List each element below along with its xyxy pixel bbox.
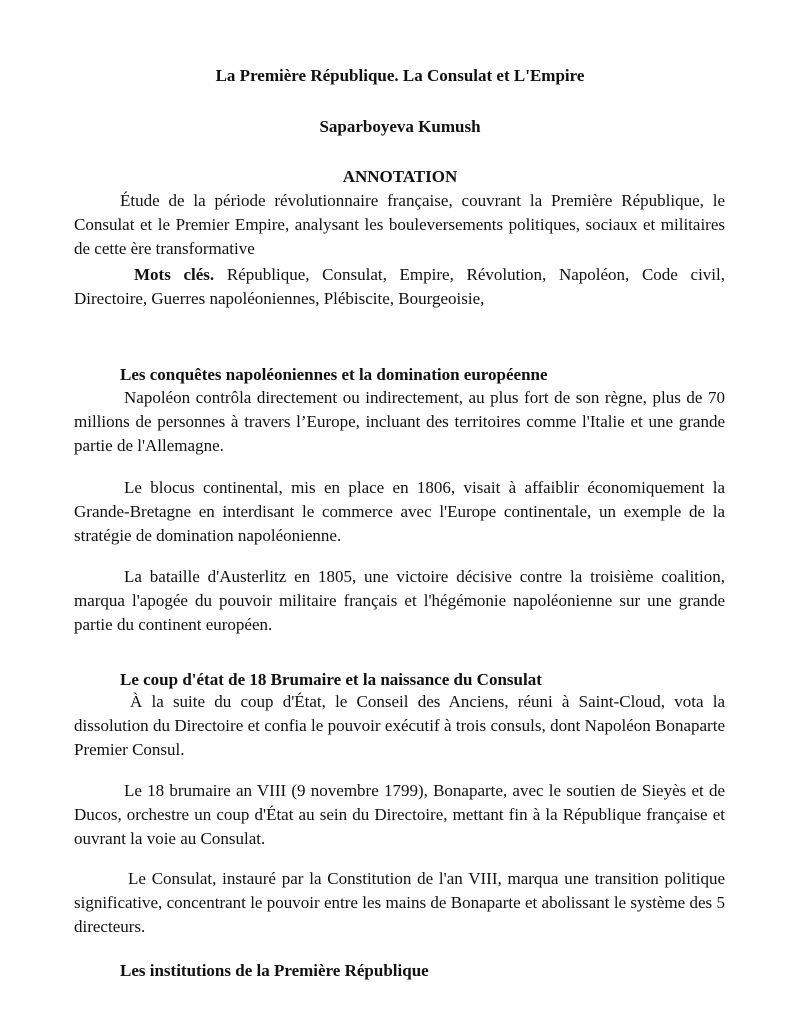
author-name: Saparboyeva Kumush	[319, 117, 481, 136]
annotation-paragraph: Étude de la période révolutionnaire française, couvrant la Première République, le Consulat et le Premier Empire, analysant les bouleversements politiques, sociaux et militaires de cette ère transformative	[74, 191, 725, 258]
section-paragraph: À la suite du coup d'État, le Conseil des Anciens, réuni à Saint-Cloud, vota la dissolution du Directoire et confia le pouvoir exécutif à trois consuls, dont Napoléon Bonaparte Premier Consul.	[74, 692, 725, 759]
document-title: La Première République. La Consulat et L'Empire	[215, 66, 585, 85]
section-paragraph: Le Consulat, instauré par la Constitution de l'an VIII, marqua une transition politique significative, concentrant le pouvoir entre les mains de Bonaparte et abolissant le système des 5 directeurs.	[74, 869, 725, 936]
section-heading: Les institutions de la Première République	[120, 961, 429, 980]
keywords-label: Mots clés.	[134, 265, 215, 284]
keywords-list: République, Consulat, Empire, Révolution, Napoléon, Code civil, Directoire, Guerres napoléoniennes, Plébiscite, Bourgeoisie,	[74, 265, 725, 308]
section-paragraph: Napoléon contrôla directement ou indirectement, au plus fort de son règne, plus de 70 millions de personnes à travers l’Europe, incluant des territoires comme l'Italie et une grande partie de l'Allemagne.	[74, 388, 725, 455]
annotation-heading: ANNOTATION	[342, 167, 458, 186]
section-paragraph: Le 18 brumaire an VIII (9 novembre 1799), Bonaparte, avec le soutien de Sieyès et de Ducos, orchestre un coup d'État au sein du Directoire, mettant fin à la République française et ouvrant la voie au Consulat.	[74, 781, 725, 848]
section-paragraph: La bataille d'Austerlitz en 1805, une victoire décisive contre la troisième coalition, marqua l'apogée du pouvoir militaire français et l'hégémonie napoléonienne sur une grande partie du continent européen.	[74, 567, 725, 634]
section-heading: Les conquêtes napoléoniennes et la domination européenne	[120, 365, 548, 384]
keywords-paragraph	[74, 263, 725, 311]
section-paragraph: Le blocus continental, mis en place en 1806, visait à affaiblir économiquement la Grande-Bretagne en interdisant le commerce avec l'Europe continentale, un exemple de la stratégie de domination napoléonienne.	[74, 478, 725, 545]
section-heading: Le coup d'état de 18 Brumaire et la naissance du Consulat	[120, 670, 542, 689]
